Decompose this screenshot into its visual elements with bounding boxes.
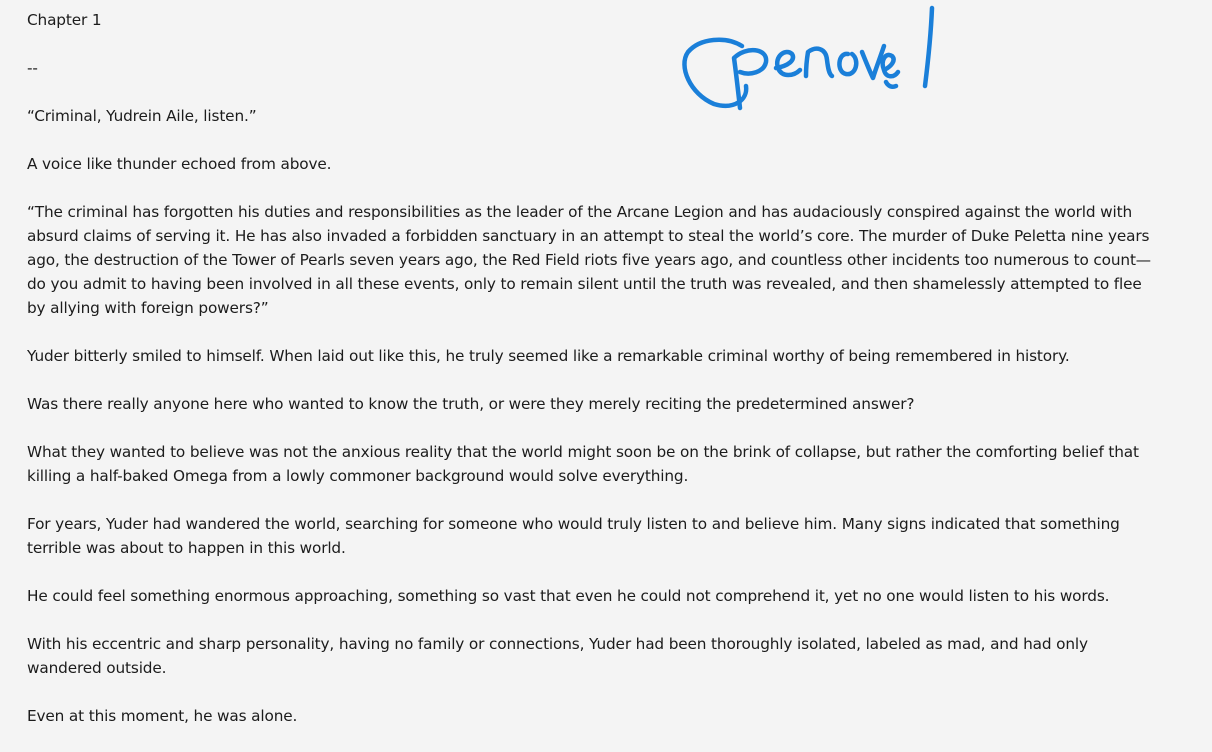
paragraph: Yuder bitterly smiled to himself. When laid out like this, he truly seemed like a remarkable criminal worthy of being remembered in history. [27, 347, 1070, 365]
openovel-watermark [676, 2, 946, 114]
paragraph: Even at this moment, he was alone. [27, 707, 298, 725]
paragraph: He could feel something enormous approaching, something so vast that even he could not comprehend it, yet no one would listen to his words. [27, 587, 1110, 605]
chapter-title: Chapter 1 [27, 11, 102, 29]
paragraph: A voice like thunder echoed from above. [27, 155, 332, 173]
paragraph: With his eccentric and sharp personality, having no family or connections, Yuder had been thoroughly isolated, labeled as mad, and had only wandered outside. [27, 635, 1088, 677]
separator: -- [27, 59, 38, 77]
paragraph: What they wanted to believe was not the anxious reality that the world might soon be on the brink of collapse, but rather the comforting belief that killing a half-baked Omega from a lowly commoner background would solve everything. [27, 443, 1139, 485]
paragraph: “Criminal, Yudrein Aile, listen.” [27, 107, 257, 125]
paragraph: “The criminal has forgotten his duties and responsibilities as the leader of the Arcane Legion and has audaciously conspired against the world with absurd claims of serving it. He has also invaded a forbidden sanctuary in an attempt to steal the world’s core. The murder of Duke Peletta nine years ago, the destruction of the Tower of Pearls seven years ago, the Red Field riots five years ago, and countless other incidents too numerous to count—do you admit to having been involved in all these events, only to remain silent until the truth was revealed, and then shamelessly attempted to flee by allying with foreign powers?” [27, 203, 1151, 317]
paragraph: Was there really anyone here who wanted to know the truth, or were they merely reciting the predetermined answer? [27, 395, 915, 413]
paragraph: For years, Yuder had wandered the world, searching for someone who would truly listen to and believe him. Many signs indicated that something terrible was about to happen in this world. [27, 515, 1120, 557]
chapter-content [27, 8, 1157, 752]
